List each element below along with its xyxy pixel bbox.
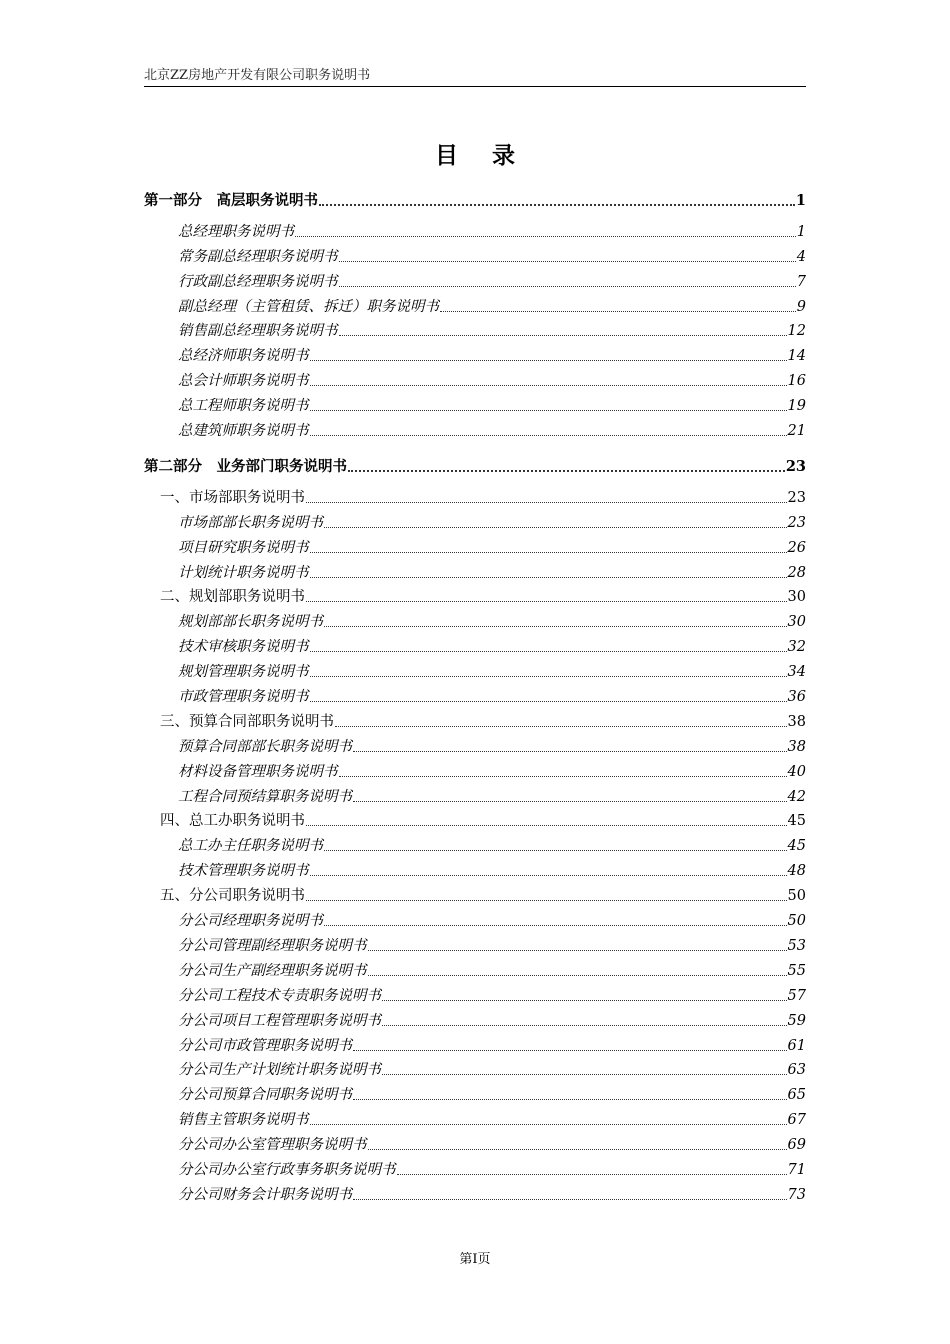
toc-entry-label: 分公司办公室管理职务说明书 bbox=[178, 1137, 367, 1154]
dot-leader bbox=[306, 900, 787, 901]
dot-leader bbox=[335, 726, 787, 727]
dot-leader bbox=[310, 875, 787, 876]
toc-sub-entry[interactable] bbox=[144, 731, 806, 756]
toc-section-entry[interactable] bbox=[144, 582, 806, 607]
dot-leader bbox=[353, 1050, 787, 1051]
dot-leader bbox=[368, 950, 787, 951]
toc-entry-page: 59 bbox=[787, 1012, 806, 1029]
toc-entry-page: 23 bbox=[787, 489, 806, 506]
toc-entry-label: 计划统计职务说明书 bbox=[178, 564, 309, 581]
toc-entry-page: 16 bbox=[787, 373, 806, 390]
dot-leader bbox=[368, 1149, 787, 1150]
toc-entry-page: 67 bbox=[787, 1112, 806, 1129]
dot-leader bbox=[368, 975, 787, 976]
toc-entry-label: 总建筑师职务说明书 bbox=[178, 423, 309, 440]
toc-entry-page: 55 bbox=[787, 962, 806, 979]
toc-sub-entry[interactable] bbox=[144, 631, 806, 656]
toc-entry-label: 总工办主任职务说明书 bbox=[178, 838, 323, 855]
toc-sub-entry[interactable] bbox=[144, 930, 806, 955]
dot-leader bbox=[310, 552, 787, 553]
dot-leader bbox=[310, 676, 787, 677]
toc-entry-label: 市政管理职务说明书 bbox=[178, 689, 309, 706]
toc-part-heading[interactable] bbox=[144, 450, 806, 476]
dot-leader bbox=[306, 502, 787, 503]
toc-entry-label: 总工程师职务说明书 bbox=[178, 398, 309, 415]
toc-entry-label: 行政副总经理职务说明书 bbox=[178, 273, 338, 290]
toc-sub-entry[interactable] bbox=[144, 1129, 806, 1154]
toc-entry-page: 63 bbox=[787, 1062, 806, 1079]
toc-sub-entry[interactable] bbox=[144, 905, 806, 930]
toc-sub-entry[interactable] bbox=[144, 955, 806, 980]
toc-entry-page: 4 bbox=[796, 248, 806, 265]
toc-entry-page: 53 bbox=[787, 937, 806, 954]
dot-leader bbox=[310, 435, 787, 436]
dot-leader bbox=[382, 1025, 787, 1026]
toc-sub-entry[interactable] bbox=[144, 316, 806, 341]
toc-entry-label: 销售主管职务说明书 bbox=[178, 1112, 309, 1129]
dot-leader bbox=[348, 470, 785, 472]
toc-sub-entry[interactable] bbox=[144, 1104, 806, 1129]
toc-entry-label: 项目研究职务说明书 bbox=[178, 539, 309, 556]
toc-entry-label: 一、市场部职务说明书 bbox=[160, 489, 305, 506]
dot-leader bbox=[397, 1174, 787, 1175]
dot-leader bbox=[310, 410, 787, 411]
toc-entry-page: 50 bbox=[787, 888, 806, 905]
toc-entry-label: 分公司预算合同职务说明书 bbox=[178, 1087, 352, 1104]
dot-leader bbox=[339, 335, 787, 336]
toc-section-entry[interactable] bbox=[144, 880, 806, 905]
toc-section-entry[interactable] bbox=[144, 706, 806, 731]
toc-entry-page: 1 bbox=[795, 192, 806, 209]
dot-leader bbox=[306, 825, 787, 826]
toc-sub-entry[interactable] bbox=[144, 781, 806, 806]
dot-leader bbox=[310, 651, 787, 652]
part-spacer bbox=[144, 440, 806, 450]
toc-entry-label: 销售副总经理职务说明书 bbox=[178, 323, 338, 340]
toc-entry-page: 38 bbox=[787, 713, 806, 730]
table-of-contents bbox=[144, 184, 806, 1204]
toc-entry-label: 常务副总经理职务说明书 bbox=[178, 248, 338, 265]
toc-section-entry[interactable] bbox=[144, 806, 806, 831]
dot-leader bbox=[353, 801, 787, 802]
toc-entry-label: 分公司办公室行政事务职务说明书 bbox=[178, 1161, 396, 1178]
dot-leader bbox=[324, 626, 787, 627]
toc-sub-entry[interactable] bbox=[144, 980, 806, 1005]
dot-leader bbox=[324, 850, 787, 851]
toc-entry-label: 五、分公司职务说明书 bbox=[160, 888, 305, 905]
toc-sub-entry[interactable] bbox=[144, 1005, 806, 1030]
toc-entry-label: 分公司财务会计职务说明书 bbox=[178, 1186, 352, 1203]
toc-sub-entry[interactable] bbox=[144, 756, 806, 781]
toc-entry-label: 第一部分 高层职务说明书 bbox=[144, 192, 318, 209]
toc-entry-page: 1 bbox=[796, 223, 806, 240]
toc-entry-label: 市场部部长职务说明书 bbox=[178, 514, 323, 531]
dot-leader bbox=[339, 286, 796, 287]
toc-entry-page: 19 bbox=[787, 398, 806, 415]
dot-leader bbox=[353, 751, 787, 752]
dot-leader bbox=[306, 601, 787, 602]
toc-sub-entry[interactable] bbox=[144, 1154, 806, 1179]
toc-sub-entry[interactable] bbox=[144, 266, 806, 291]
dot-leader bbox=[339, 776, 787, 777]
toc-sub-entry[interactable] bbox=[144, 557, 806, 582]
toc-entry-page: 71 bbox=[787, 1161, 806, 1178]
toc-entry-page: 45 bbox=[787, 813, 806, 830]
dot-leader bbox=[353, 1099, 787, 1100]
toc-sub-entry[interactable] bbox=[144, 507, 806, 532]
toc-entry-page: 9 bbox=[796, 298, 806, 315]
toc-sub-entry[interactable] bbox=[144, 532, 806, 557]
dot-leader bbox=[295, 236, 796, 237]
toc-entry-label: 规划管理职务说明书 bbox=[178, 664, 309, 681]
toc-entry-page: 7 bbox=[796, 273, 806, 290]
toc-entry-label: 分公司市政管理职务说明书 bbox=[178, 1037, 352, 1054]
toc-sub-entry[interactable] bbox=[144, 1030, 806, 1055]
toc-entry-page: 28 bbox=[787, 564, 806, 581]
toc-entry-label: 分公司生产副经理职务说明书 bbox=[178, 962, 367, 979]
toc-sub-entry[interactable] bbox=[144, 1079, 806, 1104]
toc-entry-page: 23 bbox=[785, 458, 806, 476]
toc-sub-entry[interactable] bbox=[144, 1179, 806, 1204]
toc-part-heading[interactable] bbox=[144, 184, 806, 210]
toc-entry-page: 30 bbox=[787, 614, 806, 631]
toc-entry-label: 材料设备管理职务说明书 bbox=[178, 763, 338, 780]
toc-sub-entry[interactable] bbox=[144, 1055, 806, 1080]
toc-entry-page: 40 bbox=[787, 763, 806, 780]
toc-sub-entry[interactable] bbox=[144, 390, 806, 415]
toc-entry-label: 工程合同预结算职务说明书 bbox=[178, 788, 352, 805]
toc-entry-page: 45 bbox=[787, 838, 806, 855]
toc-entry-label: 总经济师职务说明书 bbox=[178, 348, 309, 365]
dot-leader bbox=[310, 385, 787, 386]
dot-leader bbox=[382, 1000, 787, 1001]
toc-section-entry[interactable] bbox=[144, 482, 806, 507]
toc-entry-page: 61 bbox=[787, 1037, 806, 1054]
toc-entry-page: 42 bbox=[787, 788, 806, 805]
toc-entry-page: 73 bbox=[787, 1186, 806, 1203]
toc-entry-label: 第二部分 业务部门职务说明书 bbox=[144, 458, 347, 476]
running-header: 北京ZZ房地产开发有限公司职务说明书 bbox=[144, 68, 806, 87]
toc-sub-entry[interactable] bbox=[144, 340, 806, 365]
dot-leader bbox=[310, 360, 787, 361]
toc-entry-page: 23 bbox=[787, 514, 806, 531]
toc-entry-label: 四、总工办职务说明书 bbox=[160, 813, 305, 830]
dot-leader bbox=[353, 1199, 787, 1200]
toc-sub-entry[interactable] bbox=[144, 830, 806, 855]
toc-entry-page: 12 bbox=[787, 323, 806, 340]
toc-sub-entry[interactable] bbox=[144, 365, 806, 390]
toc-entry-page: 21 bbox=[787, 423, 806, 440]
toc-title: 目录 bbox=[435, 142, 549, 169]
toc-sub-entry[interactable] bbox=[144, 216, 806, 241]
toc-entry-page: 38 bbox=[787, 738, 806, 755]
dot-leader bbox=[310, 1124, 787, 1125]
toc-entry-page: 30 bbox=[787, 589, 806, 606]
toc-entry-page: 69 bbox=[787, 1137, 806, 1154]
toc-entry-page: 65 bbox=[787, 1087, 806, 1104]
dot-leader bbox=[339, 261, 796, 262]
toc-entry-page: 34 bbox=[787, 664, 806, 681]
dot-leader bbox=[319, 204, 795, 206]
toc-entry-page: 32 bbox=[787, 639, 806, 656]
dot-leader bbox=[324, 527, 787, 528]
toc-sub-entry[interactable] bbox=[144, 291, 806, 316]
toc-entry-page: 57 bbox=[787, 987, 806, 1004]
toc-sub-entry[interactable] bbox=[144, 241, 806, 266]
toc-entry-page: 26 bbox=[787, 539, 806, 556]
toc-entry-page: 36 bbox=[787, 689, 806, 706]
toc-entry-label: 规划部部长职务说明书 bbox=[178, 614, 323, 631]
toc-entry-label: 三、预算合同部职务说明书 bbox=[160, 713, 334, 730]
toc-entry-label: 分公司经理职务说明书 bbox=[178, 913, 323, 930]
toc-entry-page: 50 bbox=[787, 913, 806, 930]
toc-entry-label: 预算合同部部长职务说明书 bbox=[178, 738, 352, 755]
toc-entry-label: 二、规划部职务说明书 bbox=[160, 589, 305, 606]
toc-entry-label: 副总经理（主管租赁、拆迁）职务说明书 bbox=[178, 298, 439, 315]
toc-entry-label: 分公司项目工程管理职务说明书 bbox=[178, 1012, 381, 1029]
dot-leader bbox=[382, 1074, 787, 1075]
toc-entry-label: 分公司工程技术专责职务说明书 bbox=[178, 987, 381, 1004]
dot-leader bbox=[310, 577, 787, 578]
toc-sub-entry[interactable] bbox=[144, 606, 806, 631]
toc-entry-page: 14 bbox=[787, 348, 806, 365]
toc-sub-entry[interactable] bbox=[144, 656, 806, 681]
toc-sub-entry[interactable] bbox=[144, 681, 806, 706]
dot-leader bbox=[310, 701, 787, 702]
toc-sub-entry[interactable] bbox=[144, 855, 806, 880]
dot-leader bbox=[440, 311, 796, 312]
toc-entry-label: 分公司管理副经理职务说明书 bbox=[178, 937, 367, 954]
toc-entry-page: 48 bbox=[787, 863, 806, 880]
dot-leader bbox=[324, 925, 787, 926]
toc-entry-label: 技术审核职务说明书 bbox=[178, 639, 309, 656]
toc-entry-label: 总会计师职务说明书 bbox=[178, 373, 309, 390]
toc-entry-label: 总经理职务说明书 bbox=[178, 223, 294, 240]
page-number: 第I页 bbox=[459, 1252, 491, 1267]
toc-entry-label: 分公司生产计划统计职务说明书 bbox=[178, 1062, 381, 1079]
toc-sub-entry[interactable] bbox=[144, 415, 806, 440]
toc-entry-label: 技术管理职务说明书 bbox=[178, 863, 309, 880]
